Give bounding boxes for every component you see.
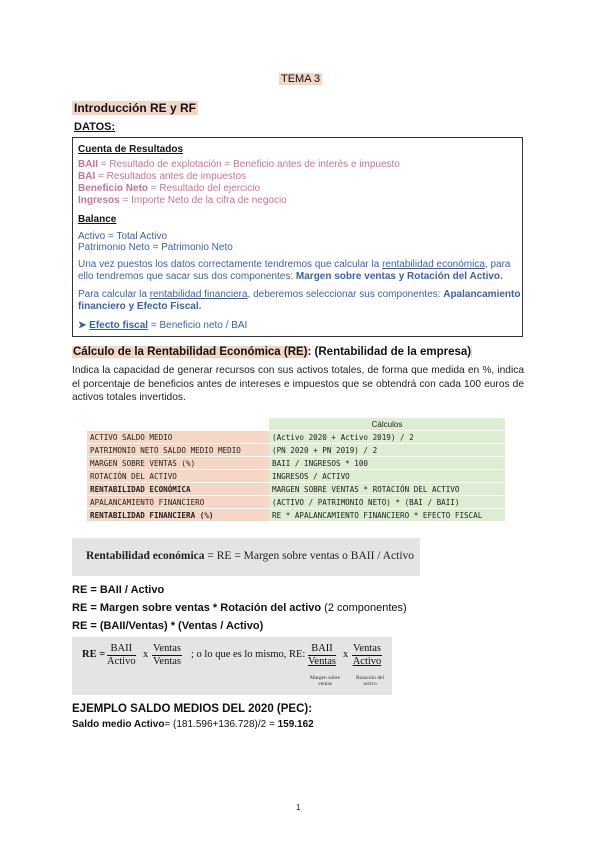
row-label: PATRIMONIO NETO SALDO MEDIO MEDIO [87,444,269,457]
saldo-medio-line [72,719,314,730]
fraction-times-1: x [143,649,149,660]
term-efecto-fiscal: Efecto fiscal [89,320,149,331]
row-calc: RE * APALANCAMIENTO FINANCIERO * EFECTO FISCAL [269,509,505,522]
row-calc: MARGEN SOBRE VENTAS * ROTACIÓN DEL ACTIVO [269,483,505,496]
balance-title: Balance [78,214,117,225]
def-efecto-fiscal: = Beneficio neto / BAI [148,320,248,331]
def-bai-text: = Resultados antes de impuestos [95,171,247,182]
p2-text-a: Para calcular la [78,289,150,300]
fraction-num-1: BAII [107,643,136,656]
section-subtitle: : (Rentabilidad de la empresa) [307,346,472,358]
row-calc: (PN 2020 + PN 2019) / 2 [269,444,505,457]
fraction-baii-activo [107,643,136,668]
fraction-den-3: Ventas [308,656,336,667]
link-rentabilidad-financiera[interactable]: rentabilidad financiera [149,289,248,300]
term-baii: BAII [78,159,98,170]
para-rentabilidad-economica-1 [78,259,510,270]
para-rentabilidad-financiera-1 [78,289,520,300]
fraction-ventas-activo [352,643,382,668]
p1-components: Margen sobre ventas y Rotación del Activo. [295,271,503,282]
fraction-middle-text: ; o lo que es lo mismo, RE: [191,649,306,660]
header-blank-cell [87,418,269,431]
saldo-result: 159.162 [277,719,314,730]
def-baii [78,159,400,170]
row-calc: BAII / INGRESOS * 100 [269,457,505,470]
table-row [87,483,505,496]
fraction-num-2: Ventas [153,643,181,654]
def-baii-text: = Resultado de explotación = Beneficio antes de interés e impuesto [98,159,400,170]
re-line-1: RE = BAII / Activo [72,584,165,596]
def-beneficio-neto [78,183,260,194]
cuenta-resultados-title: Cuenta de Resultados [78,144,184,155]
link-rentabilidad-economica[interactable]: rentabilidad económica [382,259,485,270]
definitions-box [72,137,523,337]
para-rentabilidad-financiera-2: financiero y Efecto Fiscal. [78,301,202,312]
fraction-ventas-ventas [152,643,182,668]
datos-label: DATOS: [74,121,116,133]
calculos-table [87,418,505,522]
p2-text-b: , deberemos seleccionar sus componentes: [247,289,444,300]
row-calc: (Activo 2020 + Activo 2019) / 2 [269,431,505,444]
saldo-label: Saldo medio Activo [72,719,165,730]
fraction-den-1: Activo [107,656,136,667]
fraction-num-4: Ventas [353,643,381,654]
para-rentabilidad-economica-2 [78,271,503,282]
re-line-2 [72,602,407,614]
saldo-calc: = (181.596+136.728)/2 = [164,719,278,730]
table-row [87,509,505,522]
p1-text-b: , para [484,259,511,270]
page-number: 1 [296,803,301,812]
row-label: RENTABILIDAD ECONÓMICA [87,483,269,496]
row-label: MARGEN SOBRE VENTAS (%) [87,457,269,470]
fraction-times-2: x [343,649,349,660]
fraction-num-3: BAII [308,643,336,656]
formula-bar-text [86,550,414,562]
p1-text-a: Una vez puestos los datos correctamente tendremos que calcular la [78,259,383,270]
def-bai [78,171,246,182]
document-header-tema: TEMA 3 [281,73,321,85]
def-beneficio-neto-text: = Resultado del ejercicio [148,183,261,194]
intro-title: Introducción RE y RF [74,101,197,115]
row-label: ACTIVO SALDO MEDIO [87,431,269,444]
row-label: RENTABILIDAD FINANCIERA (%) [87,509,269,522]
fraction-formula-box [72,637,392,695]
formula-bar-re [72,538,420,576]
fraction-den-2: Ventas [153,656,181,667]
fraction-baii-ventas [308,643,336,668]
efecto-fiscal-line [78,320,247,331]
arrow-bullet-icon: ➤ [78,320,87,331]
def-patrimonio-neto: Patrimonio Neto = Patrimonio Neto [78,242,233,253]
re-line-3: RE = (BAII/Ventas) * (Ventas / Activo) [72,620,264,632]
row-calc: (ACTIVO / PATRIMONIO NETO) * (BAI / BAII) [269,496,505,509]
label-rotacion-activo: Rotación del activo [356,675,384,687]
row-label: ROTACIÓN DEL ACTIVO [87,470,269,483]
re-line-2-rest: (2 componentes) [321,602,407,614]
fraction-re-label: RE = [82,649,106,660]
table-row [87,470,505,483]
row-label: APALANCAMIENTO FINANCIERO [87,496,269,509]
section-title-re [72,346,472,358]
formula-bar-rest: = RE = Margen sobre ventas o BAII / Activo [204,550,415,562]
fraction-den-4: Activo [352,656,382,667]
table-row [87,431,505,444]
row-calc: INGRESOS / ACTIVO [269,470,505,483]
formula-bar-bold: Rentabilidad económica [86,550,205,562]
re-line-2-bold: RE = Margen sobre ventas * Rotación del activo [72,602,322,614]
term-beneficio-neto: Beneficio Neto [78,183,149,194]
table-row [87,444,505,457]
label-margen-sobre-ventas: Margen sobre ventas [309,675,341,687]
def-activo: Activo = Total Activo [78,231,168,242]
def-ingresos-text: = Importe Neto de la cifra de negocio [119,195,287,206]
table-header-row [87,418,505,431]
section-paragraph: Indica la capacidad de generar recursos con sus activos totales, de forma que medida en %, indica el porcentaje de beneficios antes de intereses e impuestos que se obtendrá con cada 100 euros de activos totales invertidos. [72,365,524,403]
ejemplo-title: EJEMPLO SALDO MEDIOS DEL 2020 (PEC): [72,703,313,715]
table-row [87,457,505,470]
term-ingresos: Ingresos [78,195,120,206]
p2-apalancamiento: Apalancamiento [443,289,521,300]
section-title-text: Cálculo de la Rentabilidad Económica (RE) [73,346,308,358]
term-bai: BAI [78,171,96,182]
table-row [87,496,505,509]
header-calculos: Cálculos [269,418,505,431]
p1-text-c: ello tendremos que sacar sus dos componentes: [78,271,296,282]
def-ingresos [78,195,287,206]
